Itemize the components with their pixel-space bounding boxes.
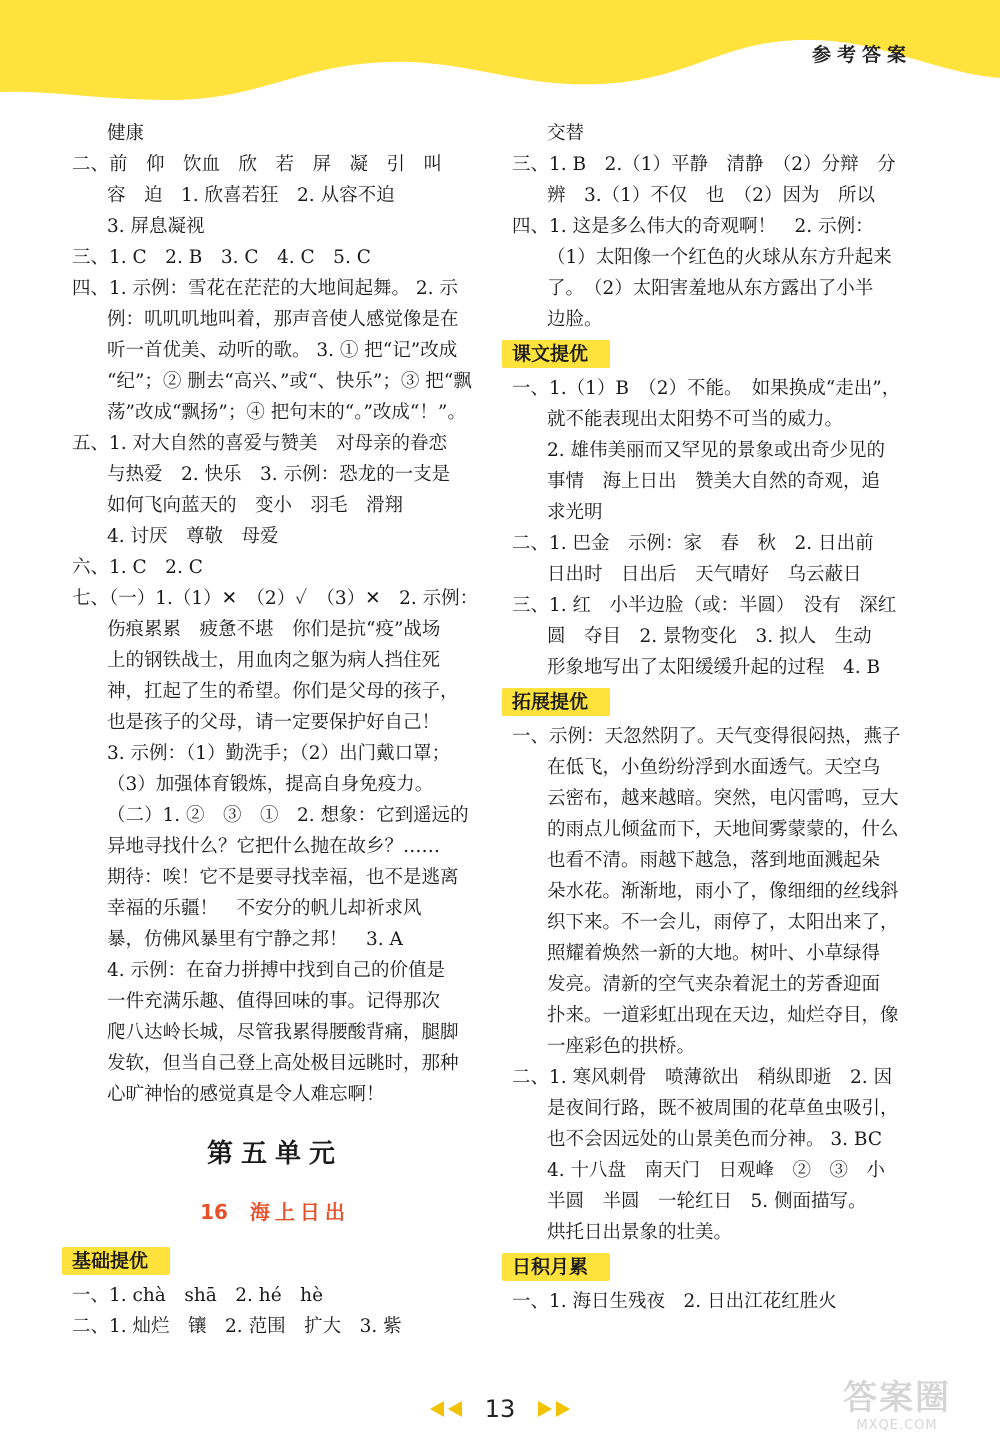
left-answers-block-2 — [72, 1280, 478, 1342]
answer-line: 烘托日出景象的壮美。 — [547, 1222, 733, 1243]
answer-line: （3）加强体育锻炼，提高自身免疫力。 — [107, 774, 434, 795]
answer-line: 织下来。不一会儿，雨停了，太阳出来了， — [547, 912, 899, 933]
answer-line: 也看不清。雨越下越急，落到地面溅起朵 — [547, 850, 881, 871]
answer-line: 形象地写出了太阳缓缓升起的过程 4. B — [547, 657, 881, 678]
answer-line: 一、1. chà shā 2. hé hè — [72, 1285, 324, 1306]
answer-line: 的雨点儿倾盆而下，天地间雾蒙蒙的，什么 — [547, 819, 899, 840]
left-answers-block — [72, 118, 478, 1110]
page-number: 13 — [484, 1395, 516, 1423]
next-arrows-icon — [534, 1399, 574, 1419]
answer-line: 云密布，越来越暗。突然，电闪雷鸣，豆大 — [547, 788, 899, 809]
answer-line: 发软，但当自己登上高处极目远眺时，那种 — [107, 1053, 459, 1074]
answer-line: 期待：唉！它不是要寻找幸福，也不是逃离 — [107, 867, 459, 888]
lesson-number: 16 — [200, 1200, 228, 1224]
answer-line: 容 迫 1. 欣喜若狂 2. 从容不迫 — [107, 185, 395, 206]
section-heading-text: 课文提优 — [502, 337, 632, 371]
answer-line: 一座彩色的拱桥。 — [547, 1036, 696, 1057]
answer-line: 也不会因远处的山景美色而分神。 3. BC — [547, 1129, 883, 1150]
answer-line: 健康 — [107, 123, 145, 144]
answer-line: 3. 示例：（1）勤洗手；（2）出门戴口罩； — [107, 743, 451, 764]
answer-line: 就不能表现出太阳势不可当的威力。 — [547, 409, 844, 430]
lesson-heading — [72, 1192, 478, 1232]
answer-line: 二、前 仰 饮血 欣 若 屏 凝 引 叫 — [72, 154, 443, 175]
section-heading-extend: 拓展提优 — [502, 685, 632, 719]
answer-line: 例：叽叽叽地叫着，那声音使人感觉像是在 — [107, 309, 459, 330]
answer-line: 三、1. C 2. B 3. C 4. C 5. C — [72, 247, 371, 268]
answer-line: 辨 3.（1）不仅 也 （2）因为 所以 — [547, 185, 875, 206]
answer-line: 心旷神怡的感觉真是令人难忘啊！ — [107, 1084, 385, 1105]
answer-line: 边脸。 — [547, 309, 603, 330]
answer-line: （1）太阳像一个红色的火球从东方升起来 — [547, 247, 892, 268]
answer-line: 也是孩子的父母，请一定要保护好自己！ — [107, 712, 441, 733]
answer-line: 暴，仿佛风暴里有宁静之邦！ 3. A — [107, 929, 403, 950]
answer-line: 发亮。清新的空气夹杂着泥土的芳香迎面 — [547, 974, 881, 995]
answer-line: 六、1. C 2. C — [72, 557, 203, 578]
answer-line: 一件充满乐趣、值得回味的事。记得那次 — [107, 991, 441, 1012]
lesson-title: 海上日出 — [249, 1200, 350, 1224]
answer-line: 2. 雄伟美丽而又罕见的景象或出奇少见的 — [547, 440, 886, 461]
answer-line: 一、示例：天忽然阴了。天气变得很闷热，燕子 — [512, 726, 901, 747]
answer-line: 半圆 半圆 一轮红日 5. 侧面描写。 — [547, 1191, 867, 1212]
answer-line: 伤痕累累 疲惫不堪 你们是抗“疫”战场 — [107, 619, 441, 640]
answer-line: 在低飞，小鱼纷纷浮到水面透气。天空乌 — [547, 757, 881, 778]
answer-line: 听一首优美、动听的歌。 3. ① 把“记”改成 — [107, 340, 458, 361]
answer-line: 4. 十八盘 南天门 日观峰 ② ③ 小 — [547, 1160, 886, 1181]
right-answers-block — [512, 118, 922, 335]
answer-line: 五、1. 对大自然的喜爱与赞美 对母亲的眷恋 — [72, 433, 448, 454]
answer-line: 三、1. B 2.（1）平静 清静 （2）分辩 分 — [512, 154, 896, 175]
answer-line: 朵水花。渐渐地，雨小了，像细细的丝线斜 — [547, 881, 899, 902]
answer-line: 照耀着焕然一新的大地。树叶、小草绿得 — [547, 943, 881, 964]
watermark — [812, 1378, 982, 1442]
answer-line: 荡”改成“飘扬”；④ 把句末的“。”改成“！”。 — [107, 402, 466, 423]
answer-line: 与热爱 2. 快乐 3. 示例：恐龙的一支是 — [107, 464, 451, 485]
answer-line: 了。 （2）太阳害羞地从东方露出了小半 — [547, 278, 874, 299]
answer-line: 交替 — [547, 123, 585, 144]
answer-line: 二、1. 巴金 示例：家 春 秋 2. 日出前 — [512, 533, 874, 554]
answer-line: 扑来。一道彩虹出现在天边，灿烂夺目，像 — [547, 1005, 899, 1026]
header-label: 参考答案 — [811, 44, 912, 66]
right-answers-block-2 — [512, 373, 922, 683]
watermark-url: MXQE.COM — [856, 1418, 938, 1433]
answer-line: 是夜间行路，既不被周围的花草鱼虫吸引， — [547, 1098, 899, 1119]
answer-line: “纪”；② 删去“高兴、”或“、快乐”；③ 把“飘 — [107, 371, 472, 392]
answer-line: 3. 屏息凝视 — [107, 216, 205, 237]
unit-title: 第五单元 — [206, 1139, 343, 1169]
section-heading-basic: 基础提优 — [62, 1244, 192, 1278]
answer-line: 日出时 日出后 天气晴好 乌云蔽日 — [547, 564, 862, 585]
answer-line: 圆 夺目 2. 景物变化 3. 拟人 生动 — [547, 626, 872, 647]
answer-line: 二、1. 灿烂 镶 2. 范围 扩大 3. 紫 — [72, 1316, 402, 1337]
right-answers-block-3 — [512, 721, 922, 1248]
prev-arrows-icon — [426, 1399, 466, 1419]
answer-line: 二、1. 寒风刺骨 喷薄欲出 稍纵即逝 2. 因 — [512, 1067, 893, 1088]
answer-line: 求光明 — [547, 502, 603, 523]
answer-line: 四、1. 示例：雪花在茫茫的大地间起舞。 2. 示 — [72, 278, 458, 299]
answer-line: 四、1. 这是多么伟大的奇观啊！ 2. 示例： — [512, 216, 874, 237]
answer-line: 如何飞向蓝天的 变小 羽毛 滑翔 — [107, 495, 404, 516]
answer-line: 爬八达岭长城，尽管我累得腰酸背痛，腿脚 — [107, 1022, 459, 1043]
answer-line: 上的钢铁战士，用血肉之躯为病人挡住死 — [107, 650, 441, 671]
section-heading-accumulate: 日积月累 — [502, 1250, 632, 1284]
answer-line: 七、（一）1.（1）✕ （2）✓ （3）✕ 2. 示例： — [72, 588, 478, 609]
answer-line: 4. 示例：在奋力拼搏中找到自己的价值是 — [107, 960, 446, 981]
answer-line: 神，扛起了生的希望。你们是父母的孩子， — [107, 681, 459, 702]
right-answers-block-4 — [512, 1286, 922, 1317]
answer-line: 一、1.（1）B （2）不能。 如果换成“走出”， — [512, 378, 901, 399]
answer-line: 幸福的乐疆！ 不安分的帆儿却祈求风 — [107, 898, 422, 919]
answer-line: 4. 讨厌 尊敬 母爱 — [107, 526, 279, 547]
answer-line: 异地寻找什么？它把什么抛在故乡？…… — [107, 836, 441, 857]
left-column — [72, 118, 478, 1342]
answer-line: 三、1. 红 小半边脸（或：半圆） 没有 深红 — [512, 595, 897, 616]
answer-line: 一、1. 海日生残夜 2. 日出江花红胜火 — [512, 1291, 837, 1312]
watermark-text: 答案圈 — [843, 1378, 951, 1418]
answer-line: （二）1. ② ③ ① 2. 想象：它到遥远的 — [107, 805, 469, 826]
right-column — [512, 118, 922, 1317]
answer-line: 事情 海上日出 赞美大自然的奇观，追 — [547, 471, 881, 492]
